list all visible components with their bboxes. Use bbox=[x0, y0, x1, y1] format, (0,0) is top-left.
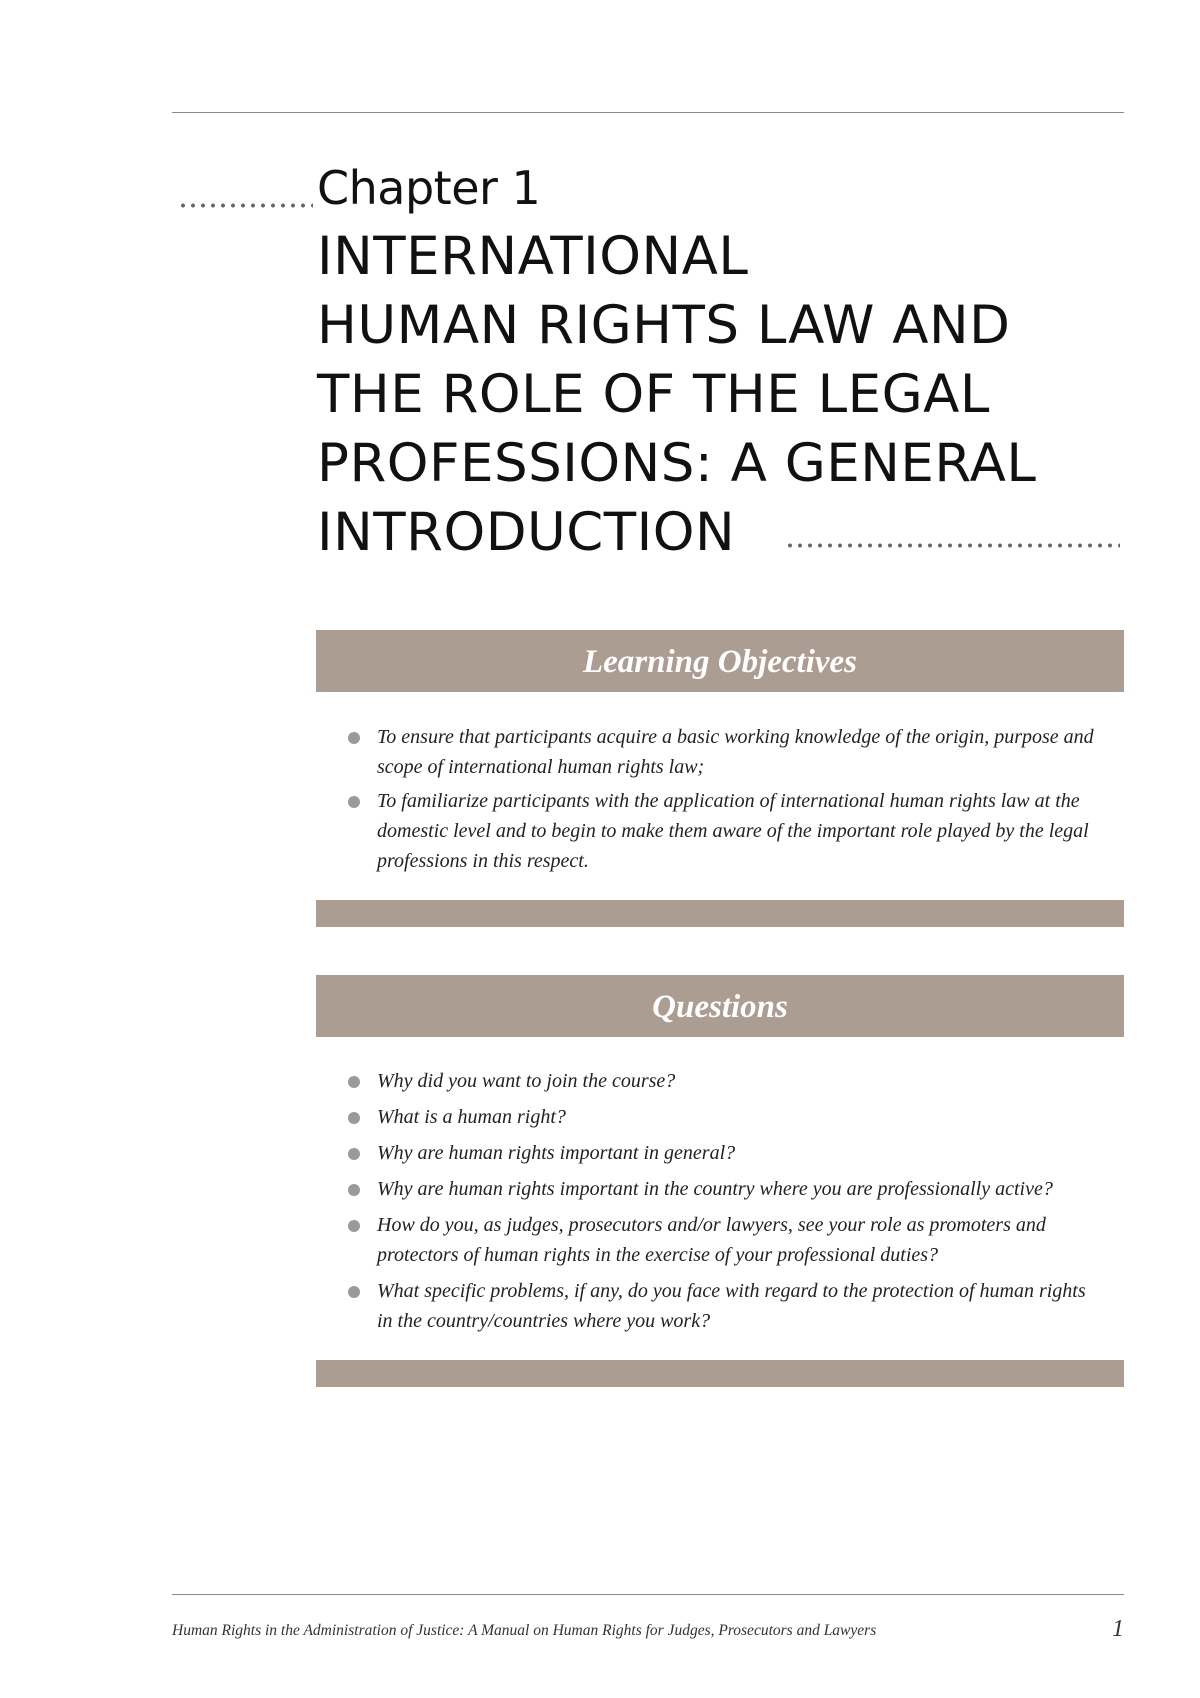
running-footer: Human Rights in the Administration of Justice: A Manual on Human Rights for Judges, Prosecutors and Lawyers bbox=[172, 1622, 877, 1639]
chapter-title bbox=[317, 222, 1137, 567]
header-rule bbox=[172, 112, 1124, 113]
list-item-text: How do you, as judges, prosecutors and/or lawyers, see your role as promoters and protectors of human rights in the exercise of your professional duties? bbox=[377, 1214, 1046, 1266]
questions-heading bbox=[316, 975, 1124, 1037]
learning-objectives-heading-text: Learning Objectives bbox=[582, 644, 858, 680]
learning-objectives-heading bbox=[316, 630, 1124, 692]
bullet-icon bbox=[348, 1286, 360, 1298]
list-item-text: To familiarize participants with the application of international human rights law at the domestic level and to begin to make them aware of the important role played by the legal professions in this respect. bbox=[377, 790, 1089, 872]
bullet-icon bbox=[348, 796, 360, 808]
footer-rule bbox=[172, 1594, 1124, 1595]
bullet-icon bbox=[348, 1220, 360, 1232]
list-item-text: To ensure that participants acquire a basic working knowledge of the origin, purpose and scope of international human rights law; bbox=[377, 726, 1094, 778]
list-item-text: Why are human rights important in general? bbox=[377, 1142, 736, 1164]
list-item bbox=[348, 1138, 1096, 1168]
bullet-icon bbox=[348, 1076, 360, 1088]
list-item bbox=[348, 1210, 1096, 1270]
list-item bbox=[348, 786, 1096, 876]
list-item-text: What specific problems, if any, do you face with regard to the protection of human rights in the country/countries where you work? bbox=[377, 1280, 1086, 1332]
chapter-label: Chapter 1 bbox=[317, 161, 541, 215]
bullet-icon bbox=[348, 1112, 360, 1124]
list-item-text: Why did you want to join the course? bbox=[377, 1070, 676, 1092]
page-number: 1 bbox=[1112, 1616, 1124, 1642]
list-item bbox=[348, 1102, 1096, 1132]
list-item bbox=[348, 1066, 1096, 1096]
list-item bbox=[348, 1276, 1096, 1336]
list-item bbox=[348, 1174, 1096, 1204]
list-item bbox=[348, 722, 1096, 782]
chapter-title-line: INTERNATIONAL bbox=[317, 226, 749, 287]
list-item-text: What is a human right? bbox=[377, 1106, 566, 1128]
bullet-icon bbox=[348, 732, 360, 744]
chapter-title-line: THE ROLE OF THE LEGAL bbox=[317, 364, 990, 425]
leader-dots bbox=[178, 160, 313, 216]
chapter-title-line: HUMAN RIGHTS LAW AND bbox=[317, 295, 1011, 356]
learning-objectives-footer-bar bbox=[316, 900, 1124, 927]
bullet-icon bbox=[348, 1148, 360, 1160]
learning-objectives-list bbox=[348, 722, 1096, 880]
questions-heading-text: Questions bbox=[652, 989, 788, 1025]
questions-footer-bar bbox=[316, 1360, 1124, 1387]
chapter-title-line: INTRODUCTION bbox=[317, 502, 736, 563]
bullet-icon bbox=[348, 1184, 360, 1196]
list-item-text: Why are human rights important in the country where you are professionally active? bbox=[377, 1178, 1053, 1200]
questions-list bbox=[348, 1066, 1096, 1342]
trailing-dots bbox=[785, 532, 1120, 548]
chapter-title-line: PROFESSIONS: A GENERAL bbox=[317, 433, 1037, 494]
